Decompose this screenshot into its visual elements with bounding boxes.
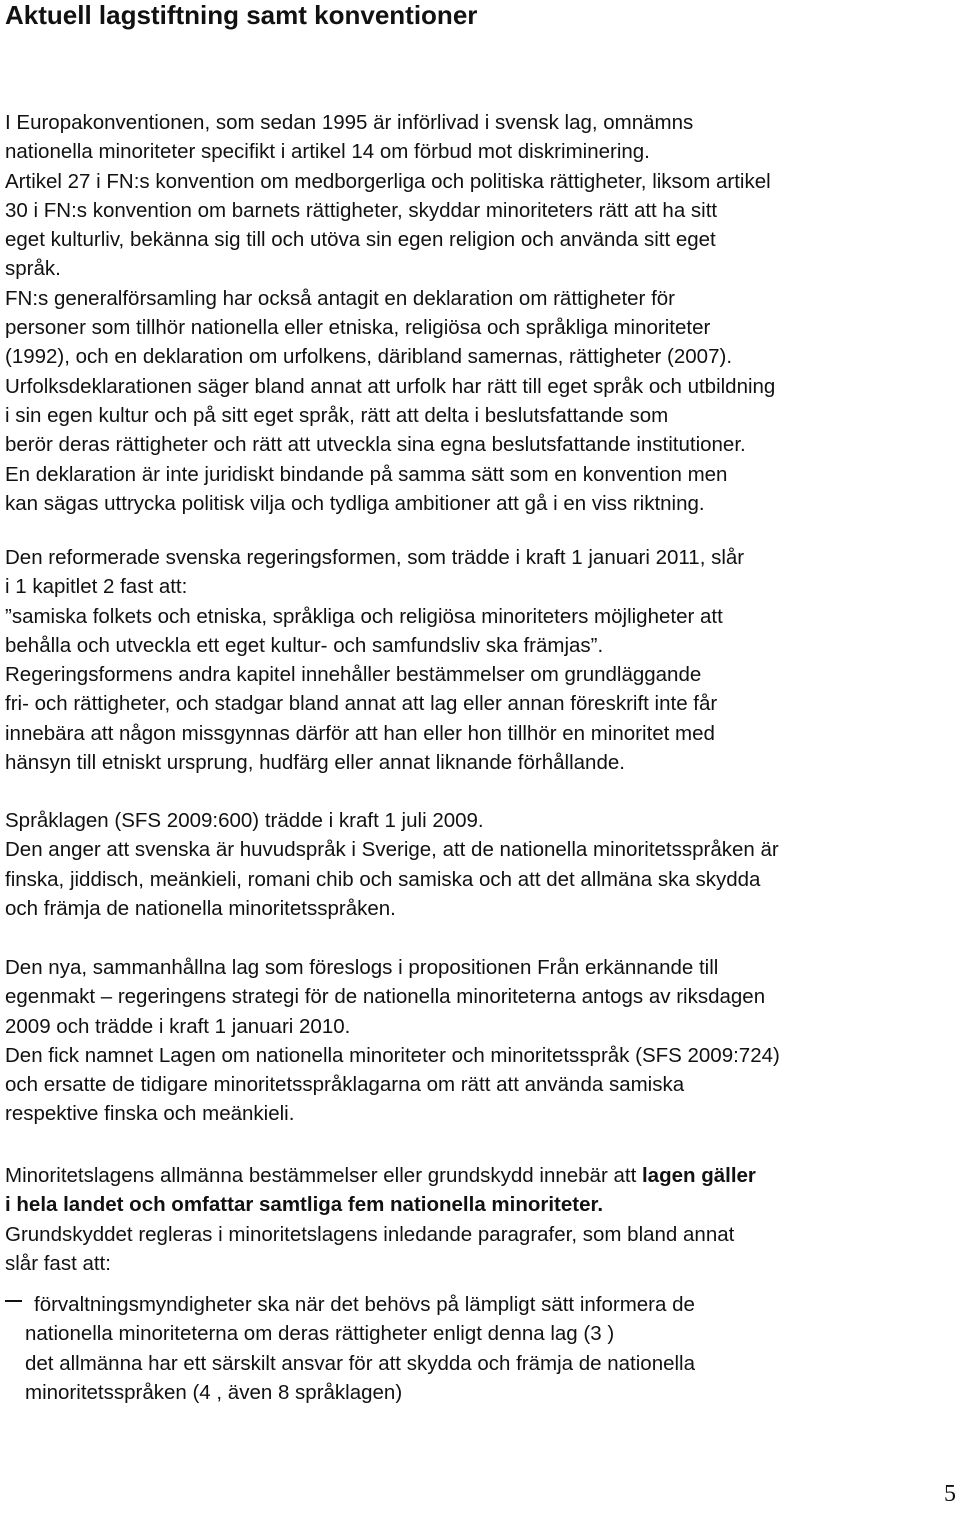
text-line: ”samiska folkets och etniska, språkliga och religiösa minoriteters möjligheter att [5,604,723,628]
paragraph-minoritetslagen [5,953,960,1129]
text-line-bold: i hela landet och omfattar samtliga fem nationella minoriteter. [5,1193,604,1217]
text-line: Den fick namnet Lagen om nationella minoriteter och minoritetsspråk (SFS 2009:724) [5,1043,780,1067]
list-item-continuation: nationella minoriteterna om deras rättigheter enligt denna lag (3 ) [25,1322,615,1346]
text-line: Den nya, sammanhållna lag som föreslogs i propositionen Från erkännande till [5,956,719,979]
paragraph-spraklagen [5,806,960,923]
paragraph-conventions [5,108,960,518]
text-line: Den anger att svenska är huvudspråk i Sverige, att de nationella minoritetsspråken är [5,838,779,862]
text-line: Regeringsformens andra kapitel innehåller bestämmelser om grundläggande [5,663,702,687]
list-item-text: förvaltningsmyndigheter ska när det behövs på lämpligt sätt informera de [34,1293,695,1316]
text-line: nationella minoriteter specifikt i artikel 14 om förbud mot diskriminering. [5,140,650,164]
text-line: Språklagen (SFS 2009:600) trädde i kraft 1 juli 2009. [5,809,484,832]
text-line: En deklaration är inte juridiskt bindande på samma sätt som en konvention men [5,462,728,486]
text-normal: Minoritetslagens allmänna bestämmelser eller grundskydd innebär att [5,1164,642,1187]
text-line: 30 i FN:s konvention om barnets rättigheter, skyddar minoriteters rätt att ha sitt [5,198,718,222]
text-line: hänsyn till etniskt ursprung, hudfärg eller annat liknande förhållande. [5,751,625,775]
paragraph-grundskydd [5,1161,960,1278]
text-line: i sin egen kultur och på sitt eget språk, rätt att delta i beslutsfattande som [5,403,669,427]
text-line: berör deras rättigheter och rätt att utveckla sina egna beslutsfattande institutioner. [5,433,746,457]
bullet-list [5,1290,960,1407]
dash-bullet-icon [5,1300,22,1302]
list-item [5,1290,960,1319]
text-line: Artikel 27 i FN:s konvention om medborgerliga och politiska rättigheter, liksom artikel [5,169,771,193]
text-line: egenmakt – regeringens strategi för de nationella minoriteterna antogs av riksdagen [5,985,766,1009]
text-line: Den reformerade svenska regeringsformen, som trädde i kraft 1 januari 2011, slår [5,546,745,569]
list-item-continuation: minoritetsspråken (4 , även 8 språklagen) [25,1380,403,1404]
text-bold: lagen gäller [641,1164,756,1187]
text-line: innebära att någon missgynnas därför att han eller hon tillhör en minoritet med [5,721,715,745]
text-line: FN:s generalförsamling har också antagit en deklaration om rättigheter för [5,286,676,310]
text-line: Urfolksdeklarationen säger bland annat att urfolk har rätt till eget språk och utbildning [5,374,776,398]
text-line: fri- och rättigheter, och stadgar bland annat att lag eller annan föreskrift inte får [5,692,718,716]
page-number: 5 [944,1481,956,1507]
text-line: i 1 kapitlet 2 fast att: [5,575,188,599]
text-line: slår fast att: [5,1251,111,1275]
list-item: det allmänna har ett särskilt ansvar för att skydda och främja de nationella [25,1351,696,1375]
page-title: Aktuell lagstiftning samt konventioner [5,0,478,30]
text-line: och ersatte de tidigare minoritetsspråklagarna om rätt att använda samiska [5,1073,685,1097]
text-line: språk. [5,257,61,281]
text-line: behålla och utveckla ett eget kultur- och samfundsliv ska främjas”. [5,633,604,657]
text-line: personer som tillhör nationella eller etniska, religiösa och språkliga minoriteter [5,316,711,340]
text-line: respektive finska och meänkieli. [5,1102,295,1126]
text-line: I Europakonventionen, som sedan 1995 är införlivad i svensk lag, omnämns [5,111,694,134]
text-line: finska, jiddisch, meänkieli, romani chib och samiska och att det allmäna ska skydda [5,867,761,891]
text-line: 2009 och trädde i kraft 1 januari 2010. [5,1014,351,1038]
text-line: eget kulturliv, bekänna sig till och utöva sin egen religion och använda sitt eget [5,228,716,252]
text-line: och främja de nationella minoritetsspråken. [5,896,396,920]
text-line [5,1161,960,1190]
text-line: (1992), och en deklaration om urfolkens, däribland samernas, rättigheter (2007). [5,345,733,369]
paragraph-regeringsformen [5,543,960,777]
text-line: Grundskyddet regleras i minoritetslagens inledande paragrafer, som bland annat [5,1222,735,1246]
text-line: kan sägas uttrycka politisk vilja och tydliga ambitioner att gå i en viss riktning. [5,491,705,515]
